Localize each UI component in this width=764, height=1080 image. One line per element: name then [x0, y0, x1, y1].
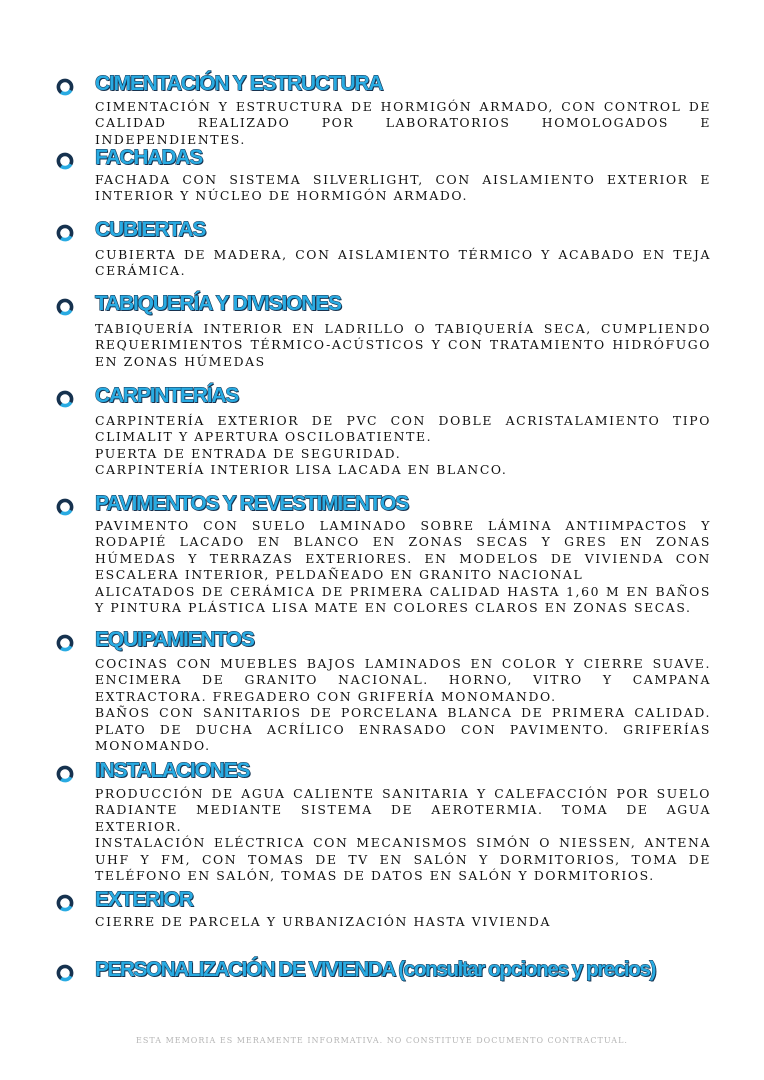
section-paragraph: INSTALACIÓN ELÉCTRICA CON MECANISMOS SIMÓN O NIESSEN, ANTENA UHF Y FM, CON TOMAS DE TV EN SALÓN Y DORMITORIOS, TOMA DE TELÉFONO EN SALÓN, TOMAS DE DATOS EN SALÓN Y DORMITORIOS.	[95, 835, 711, 884]
section-body	[95, 518, 711, 616]
section-heading: CIMENTACIÓN Y ESTRUCTURA	[95, 72, 383, 95]
section-body	[95, 413, 711, 479]
section-paragraph: ALICATADOS DE CERÁMICA DE PRIMERA CALIDAD HASTA 1,60 M EN BAÑOS Y PINTURA PLÁSTICA LISA MATE EN COLORES CLAROS EN ZONAS SECAS.	[95, 583, 711, 616]
section-body	[95, 321, 711, 370]
section-paragraph: CUBIERTA DE MADERA, CON AISLAMIENTO TÉRMICO Y ACABADO EN TEJA CERÁMICA.	[95, 247, 711, 279]
circle-ring-icon	[55, 77, 75, 97]
circle-ring-icon	[55, 297, 75, 317]
section-paragraph: CIMENTACIÓN Y ESTRUCTURA DE HORMIGÓN ARMADO, CON CONTROL DE CALIDAD REALIZADO POR LABORATORIOS HOMOLOGADOS E INDEPENDIENTES.	[95, 99, 711, 147]
section-body	[95, 786, 711, 884]
section-heading: EQUIPAMIENTOS	[95, 628, 254, 651]
circle-ring-icon	[55, 764, 75, 784]
circle-ring-icon	[55, 389, 75, 409]
circle-ring-icon	[55, 151, 75, 171]
section-paragraph: PAVIMENTO CON SUELO LAMINADO SOBRE LÁMINA ANTIIMPACTOS Y RODAPIÉ LACADO EN BLANCO EN ZONAS SECAS Y GRES EN ZONAS HÚMEDAS Y TERRAZAS EXTERIORES. EN MODELOS DE VIVIENDA CON ESCALERA INTERIOR, PELDAÑEADO EN GRANITO NACIONAL	[95, 518, 711, 583]
section-heading: FACHADAS	[95, 146, 203, 169]
section-heading: CUBIERTAS	[95, 218, 206, 241]
section-heading: CARPINTERÍAS	[95, 384, 239, 407]
section-body	[95, 914, 711, 930]
section-heading: PERSONALIZACIÓN DE VIVIENDA (consultar opciones y precios)	[95, 958, 655, 981]
section-body	[95, 247, 711, 280]
section-paragraph: CIERRE DE PARCELA Y URBANIZACIÓN HASTA VIVIENDA	[95, 914, 552, 929]
section-body	[95, 172, 711, 205]
disclaimer-footer: ESTA MEMORIA ES MERAMENTE INFORMATIVA. NO CONSTITUYE DOCUMENTO CONTRACTUAL.	[136, 1036, 628, 1045]
section-paragraph: BAÑOS CON SANITARIOS DE PORCELANA BLANCA DE PRIMERA CALIDAD. PLATO DE DUCHA ACRÍLICO ENRASADO CON PAVIMENTO. GRIFERÍAS MONOMANDO.	[95, 705, 711, 754]
circle-ring-icon	[55, 633, 75, 653]
section-paragraph: CARPINTERÍA EXTERIOR DE PVC CON DOBLE ACRISTALAMIENTO TIPO CLIMALIT Y APERTURA OSCILOBATIENTE.	[95, 413, 711, 445]
section-heading: EXTERIOR	[95, 888, 193, 911]
circle-ring-icon	[55, 497, 75, 517]
section-heading: PAVIMENTOS Y REVESTIMIENTOS	[95, 492, 409, 515]
section-paragraph: PRODUCCIÓN DE AGUA CALIENTE SANITARIA Y CALEFACCIÓN POR SUELO RADIANTE MEDIANTE SISTEMA DE AEROTERMIA. TOMA DE AGUA EXTERIOR.	[95, 786, 711, 834]
circle-ring-icon	[55, 963, 75, 983]
section-paragraph: CARPINTERÍA INTERIOR LISA LACADA EN BLANCO.	[95, 462, 508, 478]
section-paragraph: FACHADA CON SISTEMA SILVERLIGHT, CON AISLAMIENTO EXTERIOR E INTERIOR Y NÚCLEO DE HORMIGÓN ARMADO.	[95, 172, 711, 204]
section-heading: TABIQUERÍA Y DIVISIONES	[95, 292, 341, 315]
section-heading: INSTALACIONES	[95, 759, 250, 782]
section-paragraph: PUERTA DE ENTRADA DE SEGURIDAD.	[95, 445, 402, 461]
circle-ring-icon	[55, 893, 75, 913]
section-body	[95, 656, 711, 754]
section-body	[95, 99, 711, 148]
section-paragraph: TABIQUERÍA INTERIOR EN LADRILLO O TABIQUERÍA SECA, CUMPLIENDO REQUERIMIENTOS TÉRMICO-ACÚSTICOS Y CON TRATAMIENTO HIDRÓFUGO EN ZONAS HÚMEDAS	[95, 321, 711, 369]
section-paragraph: COCINAS CON MUEBLES BAJOS LAMINADOS EN COLOR Y CIERRE SUAVE. ENCIMERA DE GRANITO NACIONAL. HORNO, VITRO Y CAMPANA EXTRACTORA. FREGADERO CON GRIFERÍA MONOMANDO.	[95, 656, 711, 704]
circle-ring-icon	[55, 223, 75, 243]
